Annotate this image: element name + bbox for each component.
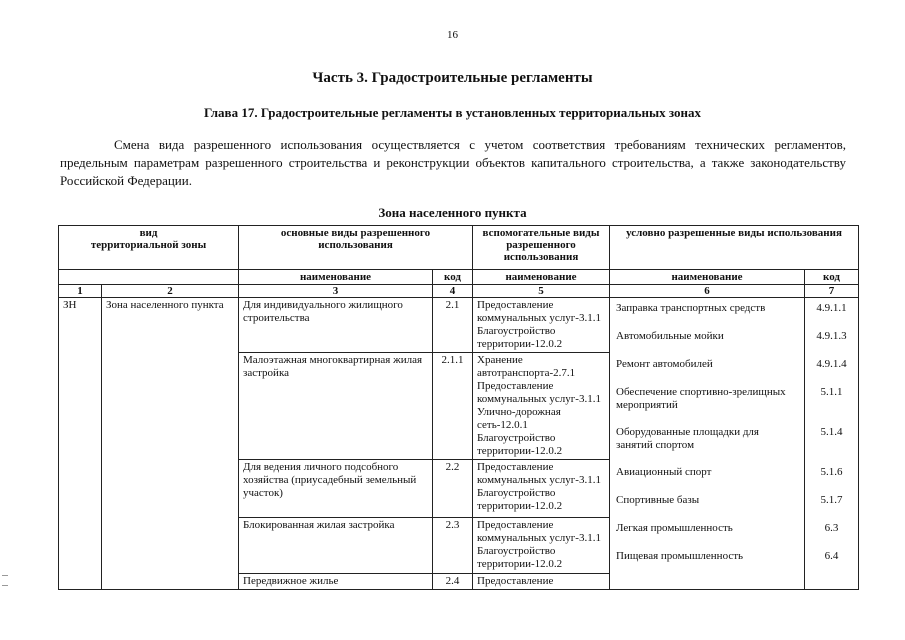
cond-use-code: 6.3 <box>824 522 839 534</box>
intro-paragraph: Смена вида разрешенного использования осуществляется с учетом соответствия требованиям технических регламентов, предельным параметрам разрешенного строительства и реконструкции объектов капитального строительства, а также законодательству Российской Федерации. <box>60 137 846 188</box>
col-number: 5 <box>473 285 610 298</box>
cond-use-name: Авиационный спорт <box>616 466 712 478</box>
cond-use-code: 4.9.1.1 <box>816 302 847 314</box>
cond-use-code: 6.4 <box>824 550 839 562</box>
header-main-uses: основные виды разрешенного использования <box>239 226 473 270</box>
zone-code: ЗН <box>59 298 102 590</box>
aux-uses-cell <box>473 574 610 590</box>
aux-use: Благоустройство территории-12.0.2 <box>477 487 563 512</box>
cond-use-name: Ремонт автомобилей <box>616 358 713 370</box>
col-number: 1 <box>59 285 102 298</box>
main-use-name: Передвижное жилье <box>239 574 433 590</box>
header-aux-name: наименование <box>473 270 610 285</box>
cond-use-name: Автомобильные мойки <box>616 330 724 342</box>
cond-use-code: 5.1.7 <box>820 494 843 506</box>
chapter-title: Глава 17. Градостроительные регламенты в установленных территориальных зонах <box>203 105 702 120</box>
main-use-code: 2.2 <box>433 460 473 518</box>
scan-mark <box>2 585 8 586</box>
aux-use: Благоустройство территории-12.0.2 <box>477 325 563 350</box>
aux-use: Предоставление <box>477 575 554 587</box>
part-title: Часть 3. Градостроительные регламенты <box>312 70 593 86</box>
header-code: код <box>433 270 473 285</box>
aux-use: Благоустройство территории-12.0.2 <box>477 545 563 570</box>
aux-use: Благоустройство территории-12.0.2 <box>477 432 563 457</box>
aux-uses-cell <box>473 353 610 460</box>
col-number: 7 <box>805 285 859 298</box>
main-use-code: 2.1 <box>433 298 473 353</box>
cond-use-name: Оборудованные площадки для занятий спортом <box>616 426 759 451</box>
cond-use-code: 5.1.4 <box>820 426 843 438</box>
main-use-code: 2.4 <box>433 574 473 590</box>
main-use-name: Для ведения личного подсобного хозяйства (приусадебный земельный участок) <box>239 460 433 518</box>
cond-use-name: Легкая промышленность <box>616 522 733 534</box>
aux-uses-cell <box>473 298 610 353</box>
aux-uses-cell <box>473 460 610 518</box>
aux-use: Предоставление коммунальных услуг-3.1.1 <box>477 380 601 405</box>
cond-use-name: Обеспечение спортивно-зрелищных мероприятий <box>616 386 786 411</box>
page-number: 16 <box>447 29 458 41</box>
aux-use: Хранение автотранспорта-2.7.1 <box>477 354 576 379</box>
cond-use-code: 4.9.1.4 <box>816 358 847 370</box>
cond-use-name: Пищевая промышленность <box>616 550 744 562</box>
header-cond-name: наименование <box>610 270 805 285</box>
main-use-code: 2.1.1 <box>433 353 473 460</box>
zone-title: Зона населенного пункта <box>378 205 527 220</box>
col-number: 4 <box>433 285 473 298</box>
header-zone-type: вид территориальной зоны <box>59 226 239 270</box>
main-use-name: Малоэтажная многоквартирная жилая застройка <box>239 353 433 460</box>
aux-uses-cell <box>473 518 610 574</box>
header-cond-uses: условно разрешенные виды использования <box>610 226 859 270</box>
cond-use-code: 4.9.1.3 <box>816 330 847 342</box>
cond-use-name: Заправка транспортных средств <box>616 302 766 314</box>
cond-use-code: 5.1.6 <box>820 466 843 478</box>
main-use-code: 2.3 <box>433 518 473 574</box>
header-cond-code: код <box>805 270 859 285</box>
aux-use: Улично-дорожная сеть-12.0.1 <box>477 406 561 431</box>
aux-use: Предоставление коммунальных услуг-3.1.1 <box>477 299 601 324</box>
header-name: наименование <box>239 270 433 285</box>
regulations-table <box>58 225 859 590</box>
scan-mark <box>2 575 8 576</box>
col-number: 3 <box>239 285 433 298</box>
col-number: 2 <box>102 285 239 298</box>
zone-name: Зона населенного пункта <box>102 298 239 590</box>
aux-use: Предоставление коммунальных услуг-3.1.1 <box>477 519 601 544</box>
conditional-uses-codes <box>805 298 859 590</box>
col-number: 6 <box>610 285 805 298</box>
main-use-name: Для индивидуального жилищного строительства <box>239 298 433 353</box>
cond-use-name: Спортивные базы <box>616 494 700 506</box>
main-use-name: Блокированная жилая застройка <box>239 518 433 574</box>
aux-use: Предоставление коммунальных услуг-3.1.1 <box>477 461 601 486</box>
header-aux-uses: вспомогательные виды разрешенного использования <box>473 226 610 270</box>
header-blank <box>59 270 239 285</box>
conditional-uses-names <box>610 298 805 590</box>
cond-use-code: 5.1.1 <box>820 386 843 398</box>
